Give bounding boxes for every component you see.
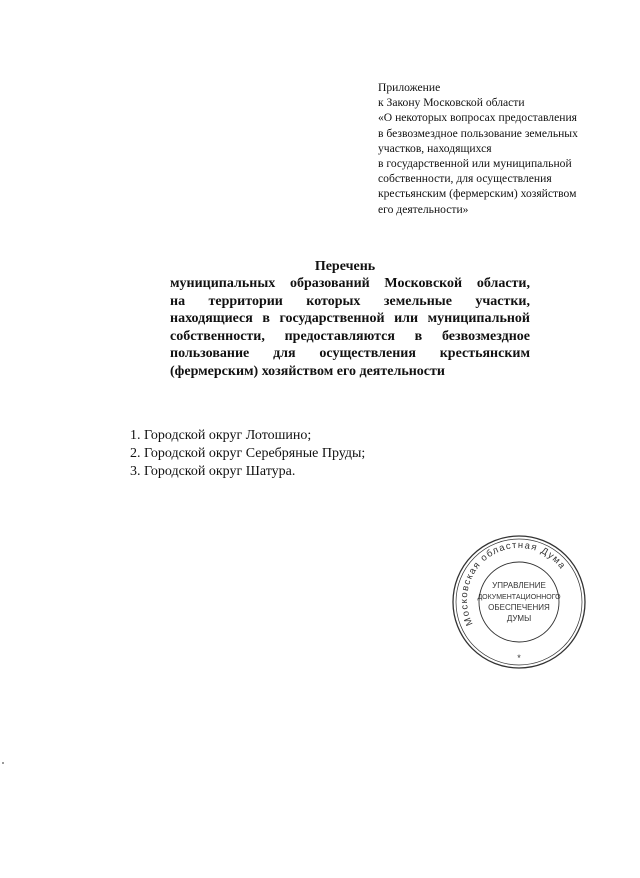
appendix-line: Приложение (378, 81, 441, 94)
document-heading (170, 275, 530, 380)
stamp-center-line: УПРАВЛЕНИЕ (492, 581, 546, 590)
appendix-line: его деятельности» (378, 202, 469, 216)
appendix-line: в государственной или муниципальной (378, 157, 572, 171)
stamp-seal (451, 534, 587, 670)
stamp-outer-ring (453, 536, 585, 668)
appendix-line: крестьянским (фермерским) хозяйством (378, 187, 577, 201)
stamp-outer-ring-inner (456, 539, 582, 665)
heading-line: собственности, предоставляются в безвозмездное (170, 328, 530, 344)
stamp-center-line: ДУМЫ (506, 614, 532, 623)
stamp-center-line: ОБЕСПЕЧЕНИЯ (488, 603, 550, 612)
appendix-header (378, 80, 628, 217)
heading-line: (фермерским) хозяйством его деятельности (170, 363, 445, 379)
heading-line: на территории которых земельные участки, (170, 293, 530, 309)
stamp-center-line: ДОКУМЕНТАЦИОННОГО (477, 594, 561, 601)
stamp-star-icon: * (517, 653, 521, 663)
scan-speck (2, 762, 4, 764)
appendix-line: участков, находящихся (378, 141, 492, 155)
appendix-line: «О некоторых вопросах предоставления (378, 111, 577, 125)
official-stamp (451, 534, 587, 670)
list-item: 2. Городской округ Серебряные Пруды; (130, 446, 366, 461)
appendix-line: к Закону Московской области (378, 96, 525, 110)
heading-line: муниципальных образований Московской области, (170, 276, 530, 291)
heading-line: находящиеся в государственной или муниципальной (170, 311, 530, 326)
list-item: 3. Городской округ Шатура. (130, 464, 296, 479)
heading-line: пользование для осуществления крестьянским (170, 346, 530, 361)
document-title: Перечень (314, 259, 376, 274)
stamp-ring-text: Московская областная Дума (458, 539, 568, 628)
appendix-line: в безвозмездное пользование земельных (378, 126, 578, 140)
list-item: 1. Городской округ Лотошино; (130, 428, 312, 443)
municipalities-list (130, 427, 530, 481)
appendix-line: собственности, для осуществления (378, 172, 552, 186)
stamp-inner-ring (479, 562, 559, 642)
